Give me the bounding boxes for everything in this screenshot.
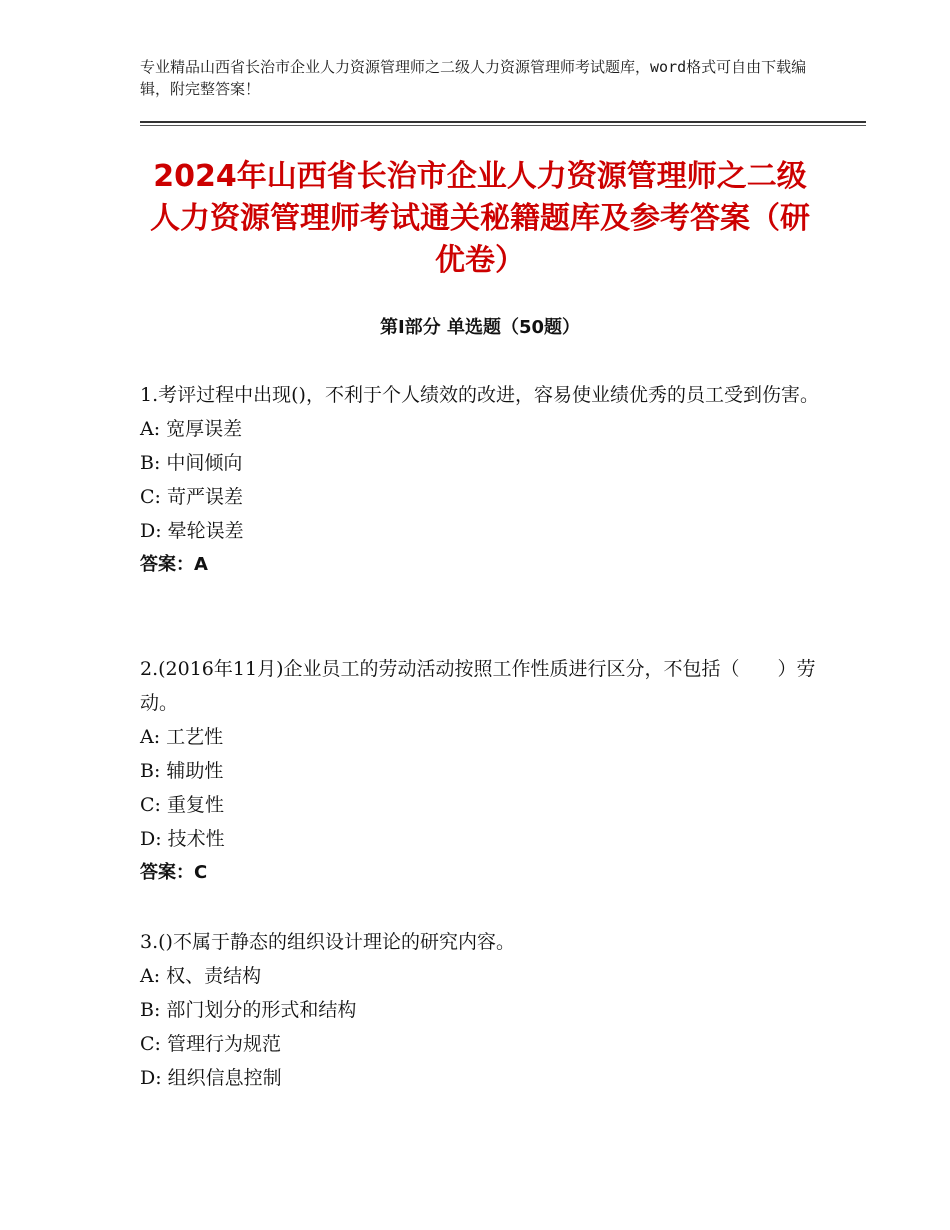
option-b: B: 部门划分的形式和结构 — [140, 999, 357, 1021]
option-b: B: 中间倾向 — [140, 452, 243, 474]
header-rule-thin — [140, 125, 866, 126]
option-c: C: 管理行为规范 — [140, 1033, 281, 1055]
option-c: C: 苛严误差 — [140, 486, 243, 508]
option-d: D: 技术性 — [140, 828, 225, 850]
option-b: B: 辅助性 — [140, 760, 224, 782]
question-stem: 3.()不属于静态的组织设计理论的研究内容。 — [140, 931, 515, 953]
header-note: 专业精品山西省长治市企业人力资源管理师之二级人力资源管理师考试题库，word格式可自由下载编辑，附完整答案！ — [140, 58, 807, 98]
option-d: D: 组织信息控制 — [140, 1067, 282, 1089]
document-title: 2024年山西省长治市企业人力资源管理师之二级人力资源管理师考试通关秘籍题库及参考答案（研优卷） — [150, 159, 810, 278]
question-2 — [140, 652, 820, 890]
option-a: A: 权、责结构 — [140, 965, 262, 987]
answer: 答案：A — [140, 554, 208, 575]
question-stem: 1.考评过程中出现()，不利于个人绩效的改进，容易使业绩优秀的员工受到伤害。 — [140, 384, 819, 406]
option-c: C: 重复性 — [140, 794, 224, 816]
question-3 — [140, 925, 820, 1095]
section-title: 第Ⅰ部分 单选题（50题） — [379, 317, 580, 338]
option-d: D: 晕轮误差 — [140, 520, 244, 542]
option-a: A: 宽厚误差 — [140, 418, 243, 440]
answer: 答案：C — [140, 862, 208, 883]
question-stem: 2.(2016年11月)企业员工的劳动活动按照工作性质进行区分，不包括（ ）劳动。 — [140, 658, 816, 714]
header-rule-thick — [140, 121, 866, 123]
option-a: A: 工艺性 — [140, 726, 224, 748]
question-1 — [140, 378, 820, 582]
